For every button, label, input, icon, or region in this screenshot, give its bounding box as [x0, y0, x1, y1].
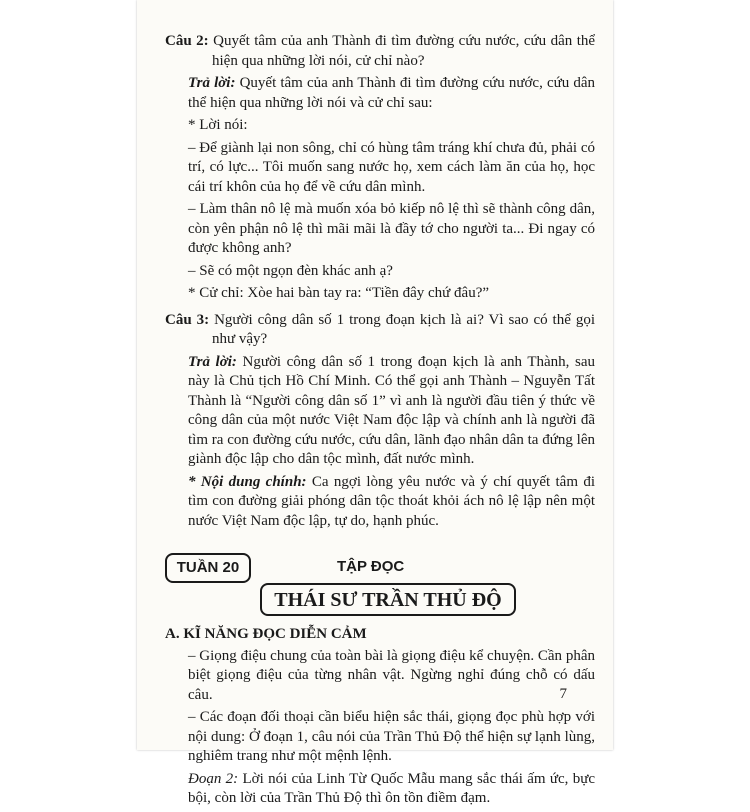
doan-2-text: Lời nói của Linh Từ Quốc Mẫu mang sắc thái ấm ức, bực bội, còn lời của Trần Thủ Độ thì ôn tồn điềm đạm.	[188, 770, 596, 806]
book-page	[137, 0, 613, 806]
skill-heading: A. KĨ NĂNG ĐỌC DIỄN CẢM	[165, 626, 367, 642]
answer-2-item: – Để giành lại non sông, chỉ có hùng tâm tráng khí chưa đủ, phải có trí, có lực... Tôi muốn sang nước họ, xem cách làm ăn của họ, học cái trí khôn của họ để về cứu dân mình.	[188, 139, 595, 195]
question-3-text: Người công dân số 1 trong đoạn kịch là ai? Vì sao có thể gọi như vậy?	[212, 311, 596, 347]
answer-2	[165, 74, 595, 113]
answer-2-label: Trả lời:	[188, 75, 236, 91]
answer-3-text: Người công dân số 1 trong đoạn kịch là anh Thành, sau này là Chủ tịch Hồ Chí Minh. Có thể gọi anh Thành – Nguyễn Tất Thành là “Người công dân số 1” vì anh là người đầu tiên ý thức về công dân của một nước Việt Nam độc lập và chính anh là người đã tìm ra con đường cứu nước, cứu dân, lãnh đạo nhân dân ta đứng lên giành độc lập cho dân tộc mình, đất nước mình.	[188, 353, 596, 467]
answer-2-text: Quyết tâm của anh Thành đi tìm đường cứu nước, cứu dân thể hiện qua những lời nói và cử chỉ sau:	[188, 75, 596, 111]
answer-2-item: – Sẽ có một ngọn đèn khác anh ạ?	[188, 262, 393, 279]
section-label: TẬP ĐỌC	[337, 558, 405, 575]
answer-3-label: Trả lời:	[188, 353, 237, 370]
question-3	[165, 311, 595, 350]
doan-2-label: Đoạn 2:	[188, 770, 239, 787]
lesson-title-wrap	[165, 583, 595, 616]
doan-2	[165, 770, 595, 809]
skill-paragraph: – Các đoạn đối thoại cần biểu hiện sắc thái, giọng đọc phù hợp với nội dung: Ở đoạn 1, câu nói của Trần Thủ Độ thể hiện sự lạnh lùng, nghiêm trang như một mệnh lệnh.	[188, 709, 595, 764]
week-badge: TUẦN 20	[165, 553, 251, 583]
skill-paragraph: – Giọng điệu chung của toàn bài là giọng điệu kể chuyện. Cần phân biệt giọng điệu của từng nhân vật. Ngừng nghỉ đúng chỗ có dấu câu.	[188, 647, 595, 703]
question-2-label: Câu 2:	[165, 33, 209, 49]
lesson-title: THÁI SƯ TRẦN THỦ ĐỘ	[260, 583, 515, 616]
lesson-header	[165, 545, 595, 583]
answer-3	[165, 353, 595, 470]
question-3-label: Câu 3:	[165, 311, 210, 328]
main-content-label: * Nội dung chính:	[188, 473, 307, 490]
answer-2-item: * Lời nói:	[188, 117, 248, 133]
answer-2-item: – Làm thân nô lệ mà muốn xóa bỏ kiếp nô lệ thì sẽ thành công dân, còn yên phận nô lệ thì mãi mãi là đầy tớ cho người ta... Đi ngay có được không anh?	[188, 201, 595, 256]
question-2	[165, 32, 595, 71]
question-2-text: Quyết tâm của anh Thành đi tìm đường cứu nước, cứu dân thể hiện qua những lời nói, cử chỉ nào?	[212, 33, 596, 69]
answer-2-item: * Cử chỉ: Xòe hai bàn tay ra: “Tiền đây chứ đâu?”	[188, 285, 490, 301]
page-content	[165, 32, 595, 812]
main-content-text: Ca ngợi lòng yêu nước và ý chí quyết tâm đi tìm con đường giải phóng dân tộc thoát khỏi ách nô lệ lập nên một nước Việt Nam độc lập, tự do, hạnh phúc.	[188, 473, 596, 529]
main-content	[165, 473, 595, 532]
page-number: 7	[559, 686, 567, 702]
